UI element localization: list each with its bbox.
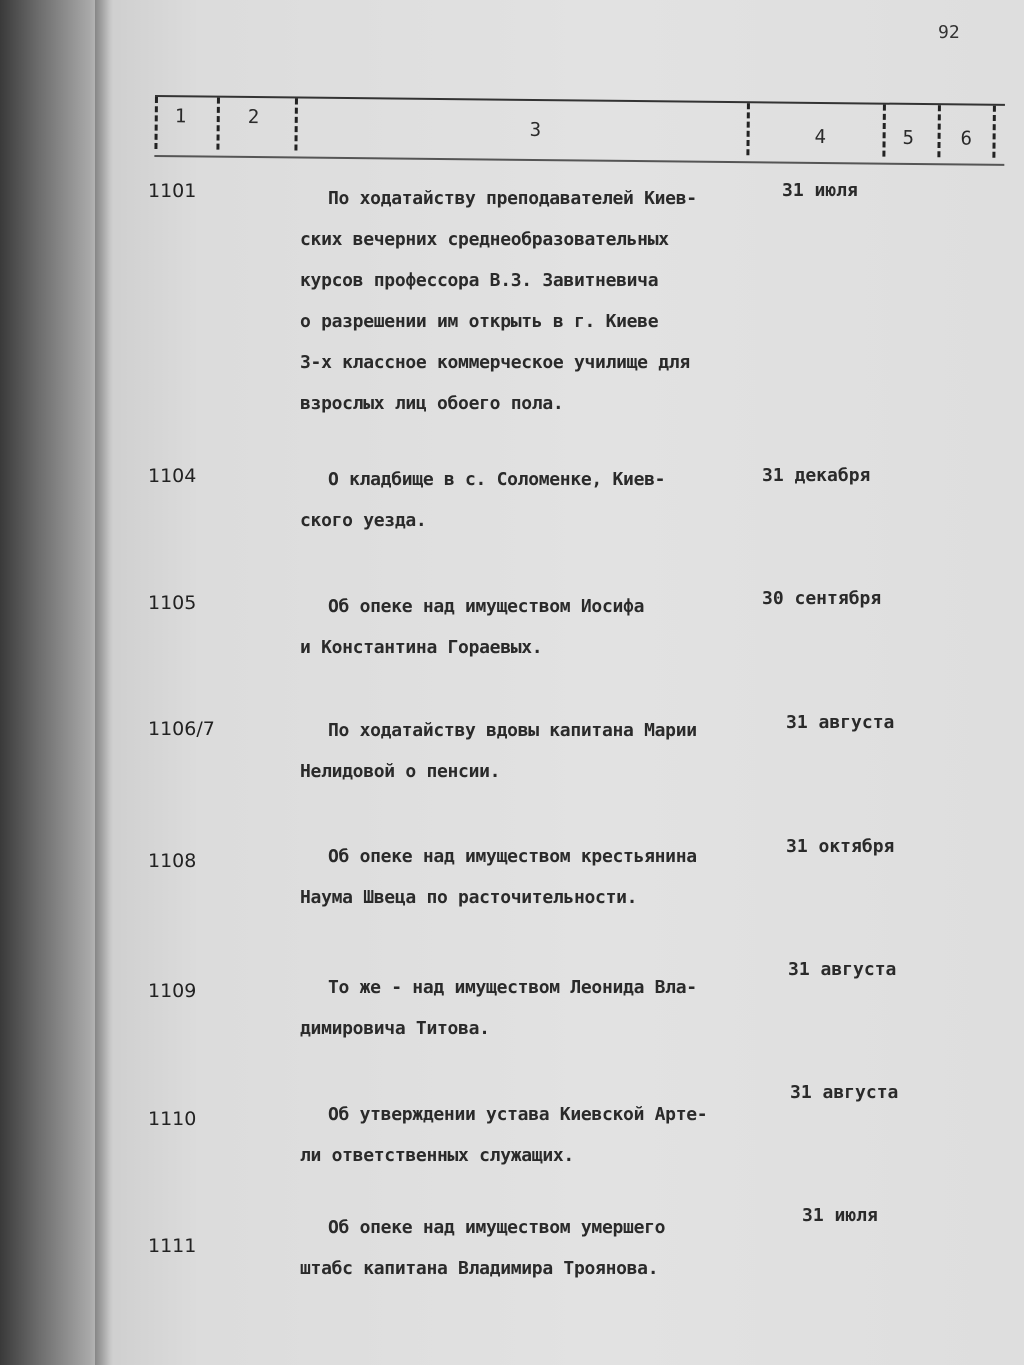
text-line: Наума Швеца по расточительности. — [300, 887, 638, 908]
text-line: То же - над имуществом Леонида Вла- — [328, 977, 697, 998]
column-divider — [216, 98, 220, 150]
text-line: о разрешении им открыть в г. Киеве — [300, 311, 659, 332]
column-header: 1 — [174, 105, 187, 128]
text-line: ли ответственных служащих. — [300, 1145, 574, 1166]
text-line: курсов профессора В.З. Завитневича — [300, 270, 659, 291]
column-header: 2 — [247, 105, 260, 129]
text-line: По ходатайству преподавателей Киев- — [328, 188, 697, 209]
entry-description — [300, 586, 780, 668]
text-line: ских вечерних среднеобразовательных — [300, 229, 669, 250]
page-number: 92 — [938, 22, 960, 43]
entry-number: 1106/7 — [148, 718, 215, 740]
entry-description — [300, 836, 780, 918]
entry-date: 31 июля — [802, 1205, 878, 1226]
column-divider — [294, 98, 298, 150]
text-line: и Константина Гораевых. — [300, 637, 543, 658]
text-line: 3-х классное коммерческое училище для — [300, 352, 690, 373]
text-line: штабс капитана Владимира Троянова. — [300, 1258, 659, 1279]
entry-date: 31 августа — [788, 959, 897, 980]
column-header: 6 — [960, 127, 973, 150]
book-fold-shadow — [95, 0, 113, 1365]
text-line: По ходатайству вдовы капитана Марии — [328, 720, 697, 741]
column-divider — [882, 105, 886, 157]
entry-number: 1108 — [148, 850, 197, 872]
entry-date: 31 октября — [786, 836, 895, 857]
entry-number: 1105 — [148, 592, 197, 614]
entry-description — [300, 967, 780, 1049]
text-line: димировича Титова. — [300, 1018, 490, 1039]
text-line: Об утверждении устава Киевской Арте- — [328, 1104, 708, 1125]
entry-description — [300, 1207, 780, 1289]
column-header: 4 — [814, 125, 827, 149]
entry-date: 31 августа — [786, 712, 895, 733]
entry-description — [300, 1094, 780, 1176]
entry-date: 31 июля — [782, 180, 858, 201]
column-divider — [992, 106, 996, 158]
entry-number: 1110 — [148, 1108, 197, 1130]
text-line: взрослых лиц обоего пола. — [300, 393, 564, 414]
column-divider — [746, 103, 750, 155]
text-line: Об опеке над имуществом умершего — [328, 1217, 666, 1238]
entry-date: 31 августа — [790, 1082, 899, 1103]
column-header: 5 — [902, 126, 915, 149]
column-divider — [937, 105, 941, 157]
text-line: О кладбище в с. Соломенке, Киев- — [328, 469, 666, 490]
text-line: Нелидовой о пенсии. — [300, 761, 501, 782]
text-line: Об опеке над имуществом крестьянина — [328, 846, 697, 867]
text-line: Об опеке над имуществом Иосифа — [328, 596, 645, 617]
entry-number: 1109 — [148, 980, 197, 1002]
entry-number: 1111 — [148, 1235, 197, 1257]
entry-description — [300, 459, 780, 541]
entry-number: 1104 — [148, 465, 197, 487]
entry-number: 1101 — [148, 180, 197, 202]
column-divider — [154, 97, 158, 149]
entry-description — [300, 178, 780, 424]
entry-date: 30 сентября — [762, 588, 882, 609]
entry-date: 31 декабря — [762, 465, 871, 486]
text-line: ского уезда. — [300, 510, 427, 531]
table-header — [154, 95, 1005, 166]
entry-description — [300, 710, 780, 792]
column-header: 3 — [529, 118, 542, 142]
